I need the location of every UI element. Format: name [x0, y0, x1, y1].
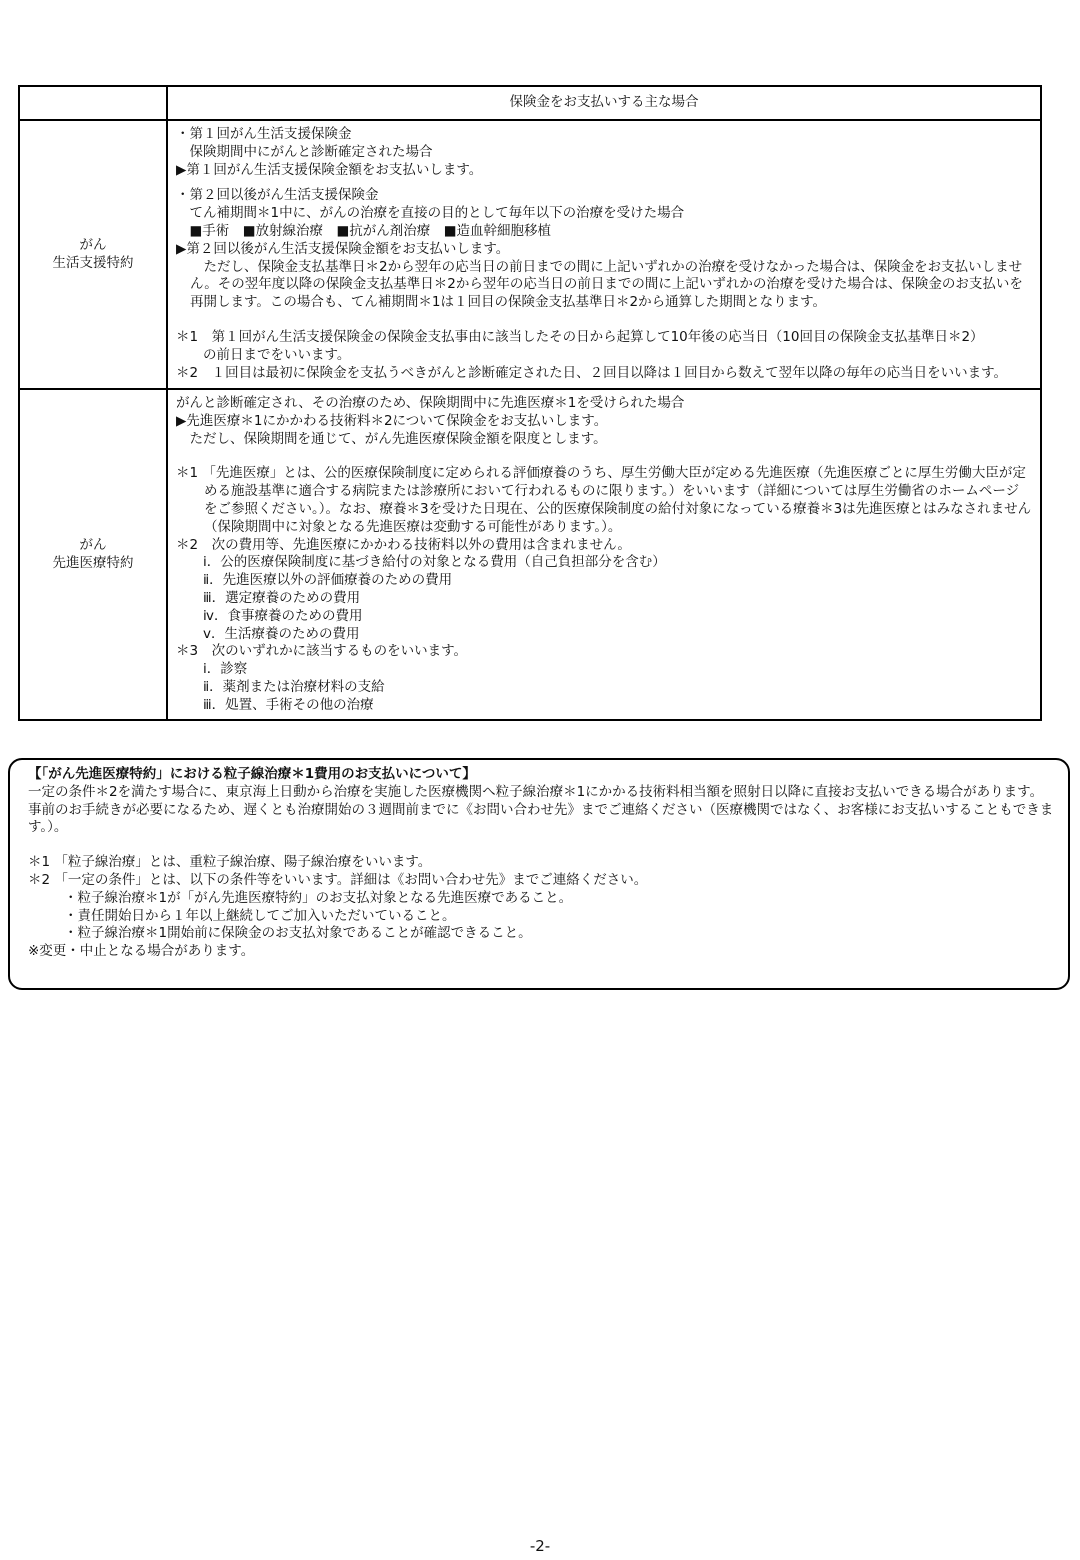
coverage-table: [18, 85, 1042, 721]
notice-condition: ・粒子線治療＊1が「がん先進医療特約」のお支払対象となる先進医療であること。: [64, 889, 573, 906]
footnote-item: ⅰ．診察: [176, 661, 248, 678]
footnote: ＊2 次の費用等、先進医療にかかわる技術料以外の費用は含まれません。: [176, 536, 631, 553]
notice-paragraph: 一定の条件＊2を満たす場合に、東京海上日動から治療を実施した医療機関へ粒子線治療＊1にかかる技術料相当額を照射日以降に直接お支払いできる場合があります。: [28, 783, 1044, 800]
row-label-line: がん: [79, 536, 107, 553]
row-label-line: 生活支援特約: [52, 254, 134, 271]
header-cell-title: [167, 86, 1041, 120]
header-title: 保険金をお支払いする主な場合: [509, 94, 699, 111]
item-arrow-text: ▶先進医療＊1にかかわる技術料＊2について保険金をお支払いします。: [176, 412, 608, 429]
notice-condition: ・粒子線治療＊1開始前に保険金のお支払対象であることが確認できること。: [64, 925, 532, 942]
table-row: [19, 120, 1041, 389]
footnote-item: ⅱ．薬剤または治療材料の支給: [176, 678, 385, 695]
footnote-item: ⅴ．生活療養のための費用: [176, 625, 360, 642]
row-content-cell: [167, 389, 1041, 720]
item-arrow-text: ▶第１回がん生活支援保険金額をお支払いします。: [176, 161, 483, 178]
footnote: ＊1 第１回がん生活支援保険金の保険金支払事由に該当したその日から起算して10年後の応当日（10回目の保険金支払基準日＊2）: [176, 328, 984, 345]
item-text: ■手術 ■放射線治療 ■抗がん剤治療 ■造血幹細胞移植: [176, 222, 552, 239]
row-label-cell: [19, 389, 167, 720]
table-header-row: [19, 86, 1041, 120]
notice-footnote: ＊2 「一定の条件」とは、以下の条件等をいいます。詳細は《お問い合わせ先》までご連絡ください。: [28, 871, 648, 888]
footnote: ＊3 次のいずれかに該当するものをいいます。: [176, 643, 468, 660]
row-label-line: がん: [79, 236, 107, 253]
footnote-item: ⅲ．選定療養のための費用: [176, 589, 361, 606]
item-heading: ・第１回がん生活支援保険金: [176, 126, 352, 142]
row-label-line: 先進医療特約: [52, 554, 134, 571]
page-number: -2-: [529, 1537, 551, 1555]
item-heading: ・第２回以後がん生活支援保険金: [176, 187, 379, 204]
footnote-item: ⅰ．公的医療保険制度に基づき給付の対象となる費用（自己負担部分を含む）: [176, 554, 666, 571]
item-text: ただし、保険期間を通じて、がん先進医療保険金額を限度とします。: [176, 430, 607, 447]
notice-remark: ※変更・中止となる場合があります。: [28, 943, 255, 960]
header-cell-empty: [19, 86, 167, 120]
notice-footnote: ＊1 「粒子線治療」とは、重粒子線治療、陽子線治療をいいます。: [28, 854, 432, 871]
footnote: ＊1 「先進医療」とは、公的医療保険制度に定められる評価療養のうち、厚生労働大臣が定める先進医療（先進医療ごとに厚生労働大臣が定める施設基準に適合する病院または診療所において行われるものに限ります。）をいいます（詳細については厚生労働省のホームページをご参照ください。）。なお、療養＊3を受けた日現在、公的医療保険制度の給付対象になっている療養＊3は先進医療とはみなされません（保険期間中に対象となる先進医療は変動する可能性があります。）。: [176, 465, 1032, 535]
item-text: がんと診断確定され、その治療のため、保険期間中に先進医療＊1を受けられた場合: [176, 395, 685, 411]
row-label-cell: [19, 120, 167, 389]
table-row: [19, 389, 1041, 720]
footnote-item: ⅲ．処置、手術その他の治療: [176, 696, 374, 713]
item-arrow-text: ▶第２回以後がん生活支援保険金額をお支払いします。: [176, 240, 510, 257]
item-text: ただし、保険金支払基準日＊2から翌年の応当日の前日までの間に上記いずれかの治療を受けなかった場合は、保険金をお支払いしません。その翌年度以降の保険金支払基準日＊2から翌年の応当日の前日までの間に上記いずれかの治療を受けた場合は、保険金のお支払いを再開します。この場合も、てん補期間＊1は１回目の保険金支払基準日＊2から通算した期間となります。: [190, 258, 1023, 311]
footnote-item: ⅱ．先進医療以外の評価療養のための費用: [176, 572, 453, 589]
item-text: てん補期間＊1中に、がんの治療を直接の目的として毎年以下の治療を受けた場合: [176, 205, 685, 222]
notice-condition: ・責任開始日から１年以上継続してご加入いただいていること。: [64, 907, 456, 924]
notice-paragraph: 事前のお手続きが必要になるため、遅くとも治療開始の３週間前までに《お問い合わせ先》までご連絡ください（医療機関ではなく、お客様にお支払いすることもできます。）。: [28, 801, 1054, 836]
row-content-cell: [167, 120, 1041, 389]
particle-therapy-notice: [8, 758, 1070, 990]
footnote: ＊2 １回目は最初に保険金を支払うべきがんと診断確定された日、２回目以降は１回目から数えて翌年以降の毎年の応当日をいいます。: [176, 364, 1008, 381]
footnote-item: ⅳ．食事療養のための費用: [176, 607, 363, 624]
notice-title: 【「がん先進医療特約」における粒子線治療＊1費用のお支払いについて】: [28, 766, 476, 782]
item-text: 保険期間中にがんと診断確定された場合: [176, 143, 433, 160]
footnote: の前日までをいいます。: [176, 346, 351, 363]
